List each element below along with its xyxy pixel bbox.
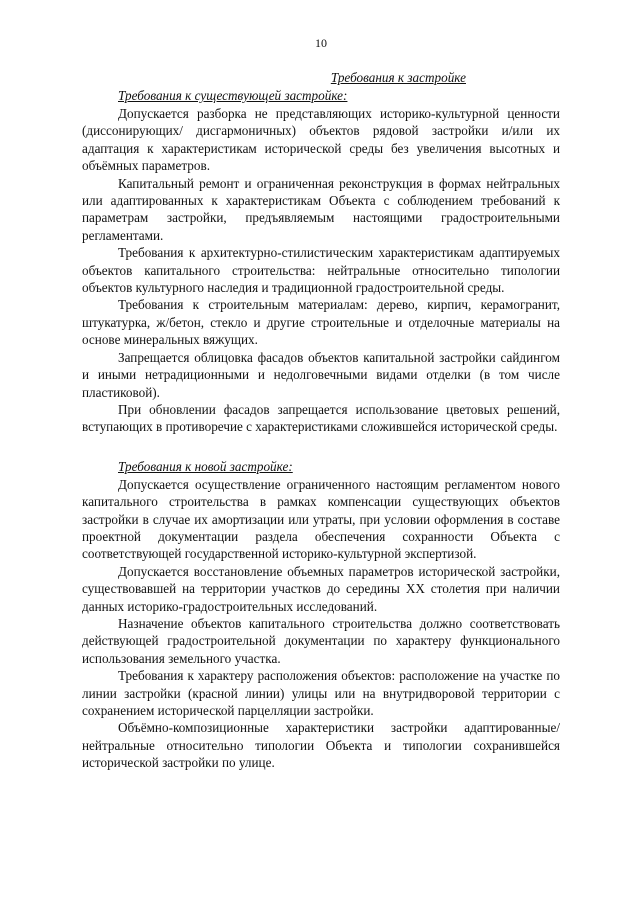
page-number: 10 <box>315 36 327 50</box>
section-spacer <box>82 436 560 458</box>
document-title: Требования к застройке <box>330 70 466 85</box>
existing-buildings-heading: Требования к существующей застройке: <box>118 88 348 103</box>
new-buildings-heading <box>118 458 560 476</box>
new-buildings-heading-text: Требования к новой застройке: <box>118 458 293 474</box>
paragraph: Капитальный ремонт и ограниченная реконструкция в формах нейтральных или адаптированных к характеристикам Объекта с соблюдением требований к параметрам застройки, предъявляемым настоящими градостроительными регламентами. <box>82 175 560 243</box>
paragraph: Требования к характеру расположения объектов: расположение на участке по линии застройки (красной линии) улицы или на внутридворовой территории с сохранением исторической парцелляции застройки. <box>82 668 560 718</box>
paragraph: Допускается осуществление ограниченного настоящим регламентом нового капитального строительства в рамках компенсации существующих объектов застройки в случае их амортизации или утраты, при условии оформления в составе проектной документации раздела обеспечения сохранности Объекта с соответствующей государственной историко-культурной экспертизой. <box>82 476 560 562</box>
paragraph: Требования к строительным материалам: дерево, кирпич, керамогранит, штукатурка, ж/бетон, стекло и другие строительные и отделочные материалы на основе минеральных вяжущих. <box>82 297 560 348</box>
paragraph: Объёмно-композиционные характеристики застройки адаптированные/ нейтральные относительно типологии Объекта и типологии сохранившейся исторической застройки по улице. <box>82 720 560 771</box>
paragraph: Допускается разборка не представляющих историко-культурной ценности (диссонирующих/ дисгармоничных) объектов рядовой застройки и/или их адаптация к характеристикам исторической среды без увеличения высотных и объёмных параметров. <box>82 106 560 174</box>
paragraph: Запрещается облицовка фасадов объектов капитальной застройки сайдингом и иными нетрадиционными и недолговечными видами отделки (в том числе пластиковой). <box>82 349 560 400</box>
paragraph: Допускается восстановление объемных параметров исторической застройки, существовавшей на территории участков до середины XX столетия при наличии данных историко-градостроительных исследований. <box>82 563 560 614</box>
new-buildings-section <box>82 458 560 772</box>
paragraph: Требования к архитектурно-стилистическим характеристикам адаптируемых объектов капитального строительства: нейтральные относительно типологии объектов культурного наследия и традиционной градостроительной среды. <box>82 245 560 296</box>
paragraph: Назначение объектов капитального строительства должно соответствовать действующей градостроительной документации по характеру функционального использования земельного участка. <box>82 615 560 666</box>
paragraph: При обновлении фасадов запрещается использование цветовых решений, вступающих в противоречие с характеристиками сложившейся исторической среды. <box>82 401 560 435</box>
existing-buildings-section <box>82 87 560 436</box>
